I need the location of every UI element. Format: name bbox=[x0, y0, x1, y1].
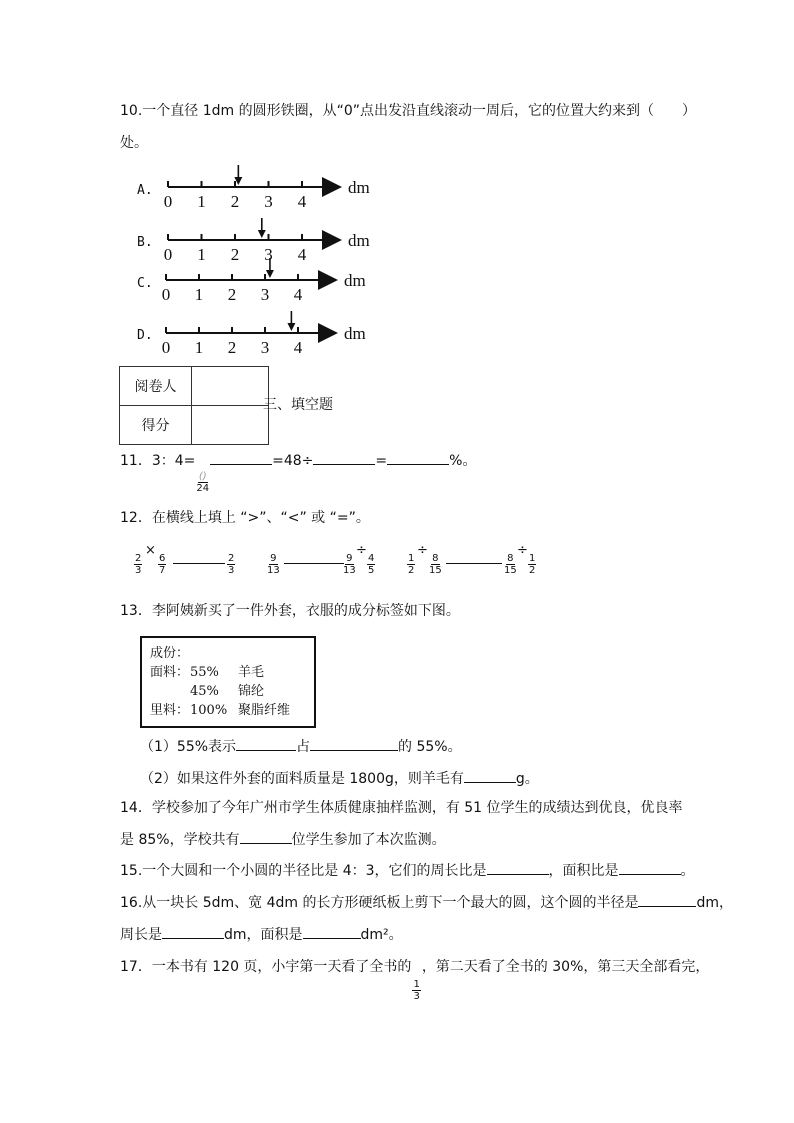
q14-line2: 是 85%，学校共有 位学生参加了本次监测。 bbox=[120, 829, 446, 850]
q11-blank-1[interactable] bbox=[210, 450, 272, 465]
number-line-d bbox=[162, 311, 366, 357]
fraction: $\frac{8}{15}$ bbox=[504, 553, 517, 576]
fraction: $\frac{4}{5}$ bbox=[368, 553, 375, 576]
q17-fraction: $\frac{1}{3}$ bbox=[413, 979, 420, 1002]
tick-label: 2 bbox=[227, 285, 237, 304]
tick-label: 1 bbox=[197, 245, 206, 264]
divide-sign: ÷ bbox=[417, 543, 428, 558]
position-arrow-head bbox=[266, 270, 274, 278]
tick-label: 3 bbox=[264, 192, 273, 211]
tick-label: 3 bbox=[264, 245, 273, 264]
q13-blank-3[interactable] bbox=[464, 768, 516, 783]
divide-sign: ÷ bbox=[517, 543, 528, 558]
score-label: 得分 bbox=[120, 406, 192, 445]
label-row: 45% 锦纶 bbox=[190, 684, 265, 699]
q11-blank-3[interactable] bbox=[387, 450, 449, 465]
fraction: $\frac{2}{3}$ bbox=[228, 553, 235, 576]
q16-blank-3[interactable] bbox=[303, 924, 361, 939]
q16-line1: 16.从一块长 5dm、宽 4dm 的长方形硬纸板上剪下一个最大的圆，这个圆的半径是 dm， bbox=[120, 892, 733, 913]
tick-label: 1 bbox=[197, 192, 206, 211]
tick-label: 0 bbox=[161, 285, 171, 304]
tick-label: 4 bbox=[297, 245, 307, 264]
tick-label: 4 bbox=[293, 285, 303, 304]
unit-label: dm bbox=[348, 231, 370, 250]
number-line-a bbox=[164, 165, 370, 211]
tick-label: 3 bbox=[260, 285, 270, 304]
q15-blank-2[interactable] bbox=[619, 860, 681, 875]
q13-blank-1[interactable] bbox=[236, 736, 296, 751]
q12-blank-1[interactable] bbox=[173, 549, 225, 564]
label-row: 里料： 100% 聚脂纤维 bbox=[150, 703, 291, 718]
q13-text: 13．李阿姨新买了一件外套，衣服的成分标签如下图。 bbox=[120, 603, 460, 619]
composition-label bbox=[140, 636, 316, 728]
number-line-c bbox=[162, 258, 366, 304]
label-title: 成份： bbox=[150, 646, 190, 661]
unit-label: dm bbox=[344, 324, 366, 343]
tick-label: 1 bbox=[194, 285, 204, 304]
q11-prefix: 11．3：4= bbox=[120, 453, 196, 469]
position-arrow-head bbox=[287, 323, 295, 331]
tick-label: 0 bbox=[163, 245, 173, 264]
score-table bbox=[119, 366, 269, 445]
tick-label: 3 bbox=[260, 338, 270, 357]
q13-sub1: （1）55%表示 占 的 55%。 bbox=[140, 736, 462, 757]
q13-blank-2[interactable] bbox=[310, 736, 398, 751]
option-d-label: D. bbox=[137, 328, 153, 343]
tick-label: 0 bbox=[163, 192, 173, 211]
q11: 11．3：4= $\frac{()}{24}$ =48÷ = %。 bbox=[120, 450, 476, 494]
unit-label: dm bbox=[348, 178, 370, 197]
fraction: $\frac{6}{7}$ bbox=[159, 553, 166, 576]
divide-sign: ÷ bbox=[356, 543, 367, 558]
score-cell[interactable] bbox=[192, 406, 269, 445]
q14-line1: 14．学校参加了今年广州市学生体质健康抽样监测，有 51 位学生的成绩达到优良，优良率 bbox=[120, 800, 683, 816]
times-sign: × bbox=[145, 543, 156, 558]
reviewer-label: 阅卷人 bbox=[120, 367, 192, 406]
section-title: 三、填空题 bbox=[263, 397, 333, 413]
fraction: $\frac{1}{2}$ bbox=[408, 553, 415, 576]
q16-blank-1[interactable] bbox=[638, 892, 696, 907]
fraction: $\frac{9}{13}$ bbox=[343, 553, 356, 576]
number-lines bbox=[0, 0, 794, 370]
tick-label: 2 bbox=[230, 245, 240, 264]
q15: 15.一个大圆和一个小圆的半径比是 4：3，它们的周长比是 ，面积比是 。 bbox=[120, 860, 695, 881]
unit-label: dm bbox=[344, 271, 366, 290]
option-b-label: B. bbox=[137, 235, 153, 250]
q15-blank-1[interactable] bbox=[487, 860, 549, 875]
number-line-b bbox=[164, 218, 370, 264]
q12-text: 12．在横线上填上 “>”、“<” 或 “=”。 bbox=[120, 510, 370, 526]
label-row: 面料： 55% 羊毛 bbox=[150, 665, 265, 680]
tick-label: 2 bbox=[230, 192, 240, 211]
q16-blank-2[interactable] bbox=[162, 924, 224, 939]
position-arrow-head bbox=[258, 230, 266, 238]
tick-label: 4 bbox=[293, 338, 303, 357]
fraction: $\frac{2}{3}$ bbox=[135, 553, 142, 576]
q10-text-line1: 10.一个直径 1dm 的圆形铁圈，从“0”点出发沿直线滚动一周后，它的位置大约来到（ ） bbox=[120, 103, 697, 119]
tick-label: 1 bbox=[194, 338, 204, 357]
reviewer-cell[interactable] bbox=[192, 367, 269, 406]
q11-fraction: $\frac{()}{24}$ bbox=[196, 471, 210, 494]
q12-blank-2[interactable] bbox=[284, 549, 344, 564]
tick-label: 0 bbox=[161, 338, 171, 357]
q12-blank-3[interactable] bbox=[446, 549, 502, 564]
option-a-label: A. bbox=[137, 183, 153, 198]
q13-sub2: （2）如果这件外套的面料质量是 1800g，则羊毛有 g。 bbox=[140, 768, 539, 789]
q11-blank-2[interactable] bbox=[313, 450, 375, 465]
q16-line2: 周长是 dm，面积是 dm²。 bbox=[120, 924, 403, 945]
tick-label: 4 bbox=[297, 192, 307, 211]
option-c-label: C. bbox=[137, 276, 153, 291]
fraction: $\frac{9}{13}$ bbox=[267, 553, 280, 576]
q10-text-line2: 处。 bbox=[120, 135, 148, 151]
fraction: $\frac{1}{2}$ bbox=[529, 553, 536, 576]
q17: 17．一本书有 120 页，小宇第一天看了全书的 $\frac{1}{3}$ ，第二天看了全书的 30%，第三天全部看完， bbox=[120, 959, 710, 1002]
fraction: $\frac{8}{15}$ bbox=[429, 553, 442, 576]
tick-label: 2 bbox=[227, 338, 237, 357]
q14-blank[interactable] bbox=[240, 829, 292, 844]
